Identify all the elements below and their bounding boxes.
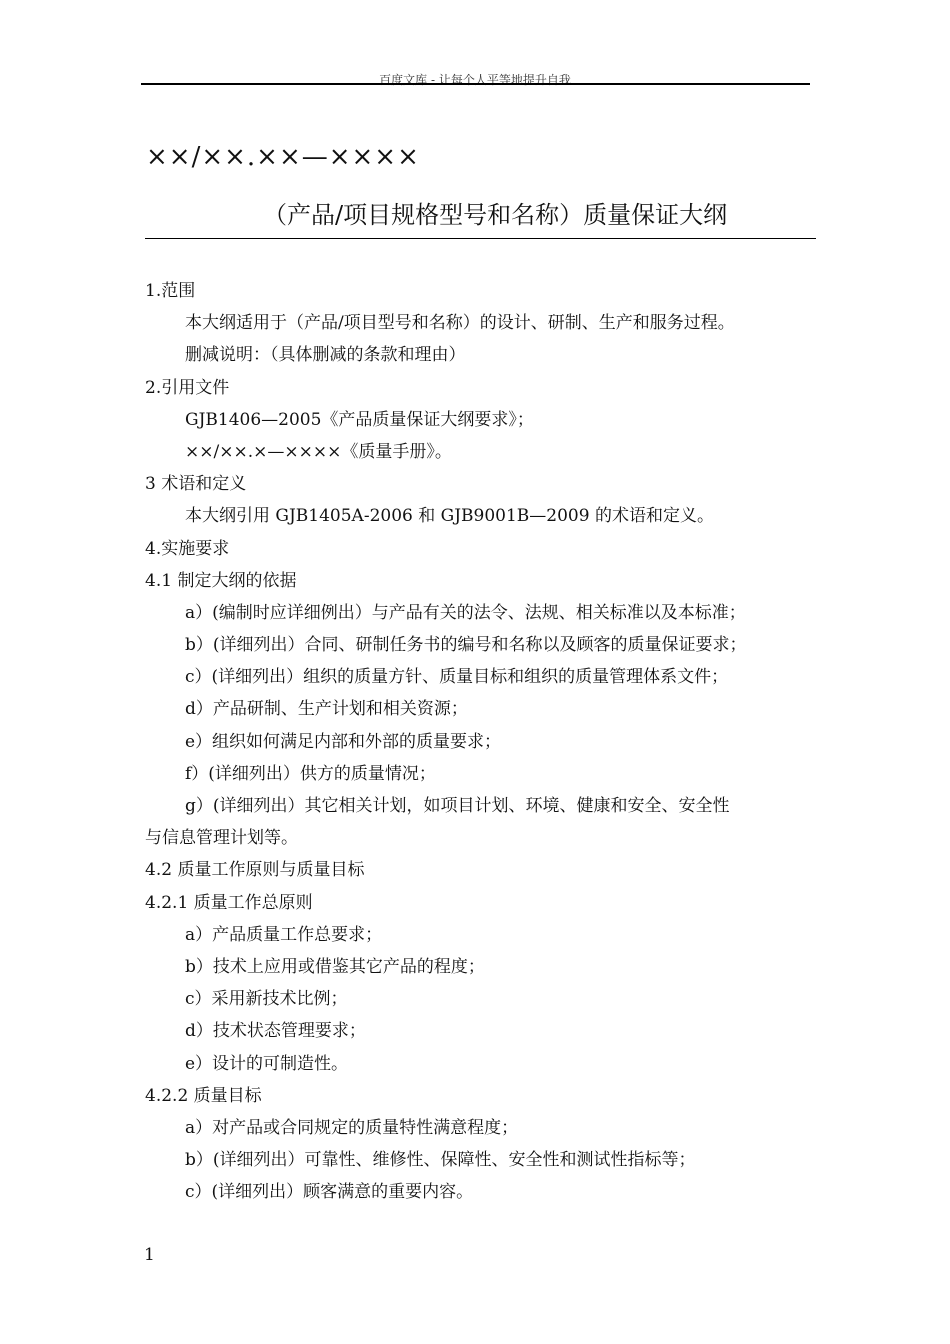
text-line: ××/××.×—××××《质量手册》。 (185, 441, 452, 462)
document-code: ××/××.××—×××× (146, 142, 420, 172)
text-line: c）采用新技术比例； (185, 989, 348, 1010)
text-line: e）设计的可制造性。 (185, 1053, 349, 1074)
text-line: c）(详细列出）顾客满意的重要内容。 (185, 1182, 474, 1203)
document-title: （产品/项目规格型号和名称）质量保证大纲 (263, 201, 728, 229)
text-line: b）技术上应用或借鉴其它产品的程度； (185, 956, 485, 977)
text-line: 与信息管理计划等。 (145, 828, 298, 849)
text-line: a）对产品或合同规定的质量特性满意程度； (185, 1117, 519, 1138)
text-line: b）(详细列出）合同、研制任务书的编号和名称以及顾客的质量保证要求； (185, 635, 747, 656)
text-line: c）(详细列出）组织的质量方针、质量目标和组织的质量管理体系文件； (185, 667, 729, 688)
text-line: g）(详细列出）其它相关计划，如项目计划、环境、健康和安全、安全性 (185, 796, 730, 816)
text-line: 3 术语和定义 (145, 474, 247, 495)
text-line: 2.引用文件 (145, 377, 230, 398)
text-line: a）(编制时应详细例出）与产品有关的法令、法规、相关标准以及本标准； (185, 602, 746, 623)
text-line: 4.2 质量工作原则与质量目标 (145, 860, 365, 881)
text-line: 4.1 制定大纲的依据 (145, 570, 297, 591)
text-line: 4.2.1 质量工作总原则 (145, 892, 313, 913)
text-line: 1.范围 (145, 281, 196, 301)
page-header-text: 百度文库 - 让每个人平等地提升自我 (379, 73, 571, 87)
header-rule (141, 83, 810, 85)
text-line: d）产品研制、生产计划和相关资源； (185, 699, 468, 720)
text-line: GJB1406—2005《产品质量保证大纲要求》； (185, 409, 534, 430)
text-line: 删减说明：（具体删减的条款和理由） (185, 345, 466, 366)
title-rule (145, 238, 816, 239)
document-body (145, 276, 817, 1209)
text-line: 本大纲引用 GJB1405A-2006 和 GJB9001B—2009 的术语和定义。 (185, 506, 714, 527)
text-line: e）组织如何满足内部和外部的质量要求； (185, 731, 502, 752)
text-line: 4.2.2 质量目标 (145, 1085, 262, 1106)
text-line: a）产品质量工作总要求； (185, 924, 383, 945)
page-number: 1 (144, 1245, 155, 1265)
text-line: 4.实施要求 (145, 538, 230, 559)
text-line: b）(详细列出）可靠性、维修性、保障性、安全性和测试性指标等； (185, 1150, 696, 1171)
text-line: d）技术状态管理要求； (185, 1021, 366, 1042)
text-line: 本大纲适用于（产品/项目型号和名称）的设计、研制、生产和服务过程。 (185, 313, 735, 334)
text-line: f）(详细列出）供方的质量情况； (185, 763, 436, 784)
